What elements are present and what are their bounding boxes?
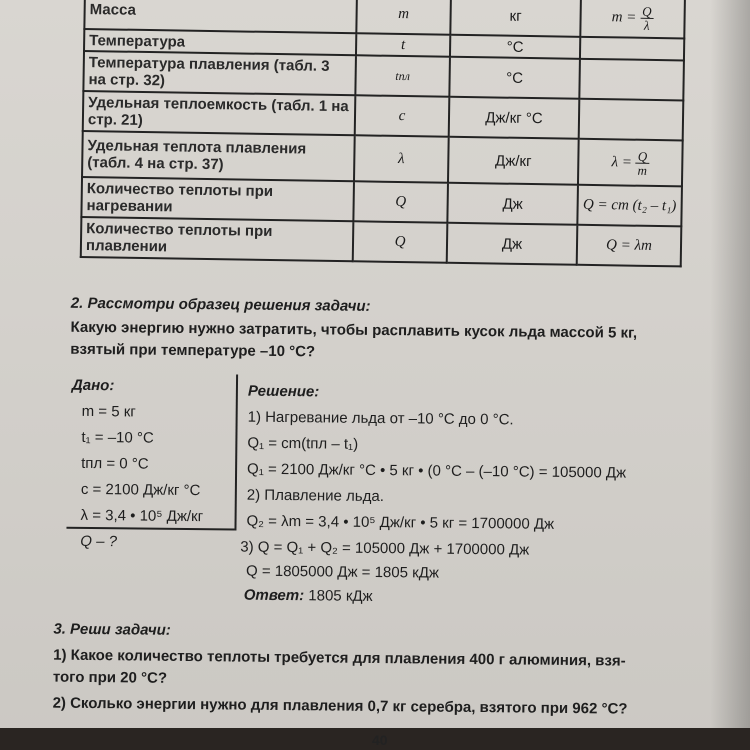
answer-label: Ответ: bbox=[243, 586, 305, 605]
solution-line: Q₁ = 2100 Дж/кг °С • 5 кг • (0 °С – (–10 °С) = 105000 Дж bbox=[247, 460, 627, 482]
given-divider bbox=[66, 527, 234, 531]
solution-line: 1) Нагревание льда от –10 °С до 0 °С. bbox=[247, 408, 514, 429]
quantity-symbol: Q bbox=[353, 221, 448, 262]
solution-line: Q = 1805000 Дж = 1805 кДж bbox=[245, 562, 440, 582]
quantity-name: Температура плавления (табл. 3 на стр. 32) bbox=[83, 51, 356, 95]
problem-text-line-2: взятый при температуре –10 °С? bbox=[70, 340, 316, 361]
quantity-name: Температура bbox=[84, 29, 356, 55]
given-line: λ = 3,4 • 10⁵ Дж/кг bbox=[80, 506, 204, 526]
quantity-unit: Дж bbox=[447, 183, 578, 225]
quantity-formula: Q = cm (t₂ – t₁) bbox=[577, 185, 682, 227]
answer-value: 1805 кДж bbox=[308, 587, 373, 605]
given-line: tпл = 0 °С bbox=[81, 454, 149, 473]
quantity-unit: Дж/кг bbox=[448, 137, 579, 185]
page-shadow bbox=[710, 0, 750, 750]
quantity-unit: Дж/кг °С bbox=[449, 97, 580, 139]
quantity-symbol: c bbox=[355, 95, 450, 136]
solution-title: Решение: bbox=[247, 382, 320, 401]
given-line: t₁ = –10 °С bbox=[81, 428, 154, 447]
quantity-formula: Q = λm bbox=[577, 225, 682, 267]
given-solution-divider bbox=[234, 374, 238, 530]
solution-line: Q₂ = λm = 3,4 • 10⁵ Дж/кг • 5 кг = 1700000 Дж bbox=[246, 512, 555, 533]
given-find: Q – ? bbox=[80, 532, 118, 551]
formula-fraction: $\frac{Q}{m}$ bbox=[637, 148, 648, 178]
solution-line: 2) Плавление льда. bbox=[246, 486, 385, 506]
given-title: Дано: bbox=[71, 376, 115, 395]
quantity-name: Масса bbox=[84, 0, 357, 33]
problem-text-line-1: Какую энергию нужно затратить, чтобы расплавить кусок льда массой 5 кг, bbox=[70, 318, 638, 342]
task-1-line-1: 1) Какое количество теплоты требуется для плавления 400 г алюминия, взя- bbox=[53, 646, 626, 670]
quantity-formula: m = $\frac{Q}{\lambda}$ bbox=[580, 0, 685, 38]
answer-line bbox=[244, 587, 373, 605]
quantity-symbol: m bbox=[356, 0, 451, 35]
quantity-name: Количество теплоты при нагревании bbox=[81, 177, 354, 221]
quantity-symbol: tпл bbox=[355, 55, 450, 96]
section-2-heading: 2. Рассмотри образец решения задачи: bbox=[70, 294, 371, 315]
given-line: m = 5 кг bbox=[81, 402, 136, 421]
page-number: 40 bbox=[372, 732, 388, 748]
quantity-symbol: λ bbox=[354, 135, 449, 182]
quantity-unit: кг bbox=[450, 0, 581, 37]
quantity-name: Удельная теплота плавления (табл. 4 на стр. 37) bbox=[82, 131, 355, 181]
quantity-unit: Дж bbox=[447, 223, 578, 265]
quantity-name: Удельная теплоемкость (табл. 1 на стр. 21) bbox=[83, 91, 356, 135]
formula-fraction: $\frac{Q}{\lambda}$ bbox=[642, 3, 652, 33]
given-line: c = 2100 Дж/кг °С bbox=[80, 480, 201, 500]
task-1-line-2: того при 20 °С? bbox=[52, 668, 168, 687]
quantity-symbol: t bbox=[356, 33, 450, 56]
quantity-name: Количество теплоты при плавлении bbox=[81, 217, 354, 261]
section-3-heading: 3. Реши задачи: bbox=[53, 620, 171, 639]
solution-line: 3) Q = Q₁ + Q₂ = 105000 Дж + 1700000 Дж bbox=[240, 538, 530, 559]
quantity-unit: °С bbox=[449, 57, 580, 99]
quantity-formula: λ = $\frac{Q}{m}$ bbox=[578, 139, 683, 187]
quantity-symbol: Q bbox=[353, 181, 448, 222]
solution-line: Q₁ = cm(tпл – t₁) bbox=[247, 434, 359, 453]
task-2: 2) Сколько энергии нужно для плавления 0,7 кг серебра, взятого при 962 °С? bbox=[52, 694, 628, 718]
quantity-unit: °С bbox=[450, 35, 580, 59]
